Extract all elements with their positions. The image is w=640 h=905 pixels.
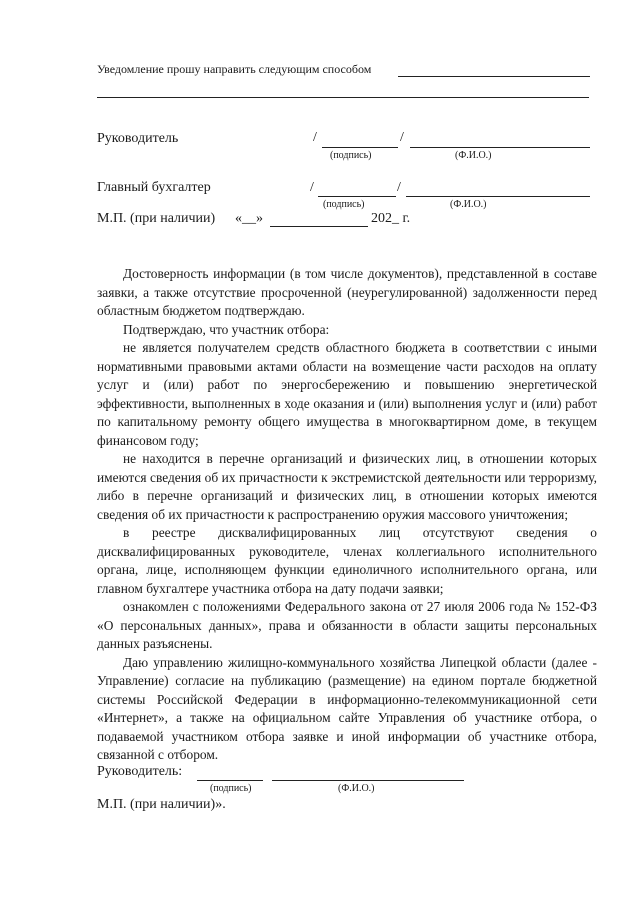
chief-accountant-title: Главный бухгалтер (97, 180, 211, 195)
director-title: Руководитель (97, 131, 179, 146)
director-name-caption: (Ф.И.О.) (455, 150, 492, 161)
reliability-paragraph: Достоверность информации (в том числе документов), представленной в составе заявки, а также отсутствие просроченной (неурегулированной) задолженности перед областным бюджетом подтверждаю. (97, 266, 597, 318)
accountant-separator-left: / (310, 180, 314, 195)
accountant-signature-field[interactable] (318, 196, 396, 197)
notification-method-field-continued[interactable] (97, 97, 589, 98)
publication-consent-paragraph: Даю управлению жилищно-коммунального хозяйства Липецкой области (далее - Управление) согласие на публикацию (размещение) на едином портале бюджетной системы Российской Федерации в информационно-телекоммуникационной сети «Интернет», а также на официальном сайте Управления об участнике отбора, о подаваемой участником отбора заявке и иной информации об участнике отбора, связанной с отбором. (97, 654, 597, 762)
stamp-label: М.П. (при наличии) (97, 211, 216, 226)
accountant-name-field[interactable] (406, 196, 590, 197)
final-name-caption: (Ф.И.О.) (338, 783, 375, 794)
personal-data-law-paragraph: ознакомлен с положениями Федерального закона от 27 июля 2006 года № 152-ФЗ «О персональных данных», права и обязанности в области защиты персональных данных разъяснены. (97, 599, 597, 651)
director-signature-field[interactable] (322, 147, 398, 148)
accountant-name-caption: (Ф.И.О.) (450, 199, 487, 210)
accountant-signature-caption: (подпись) (323, 199, 365, 210)
final-name-field[interactable] (272, 780, 464, 781)
notification-method-field[interactable] (398, 76, 590, 77)
date-day-field[interactable]: «__» (235, 211, 263, 226)
director-separator-mid: / (400, 130, 404, 145)
director-name-field[interactable] (410, 147, 590, 148)
confirm-intro-paragraph: Подтверждаю, что участник отбора: (123, 321, 330, 337)
no-disqualified-persons-paragraph: в реестре дисквалифицированных лиц отсутствуют сведения о дисквалифицированных руководителе, членах коллегиального исполнительного органа, лице, исполняющем функции единоличного исполнительного органа, или главном бухгалтере участника отбора на дату подачи заявки; (97, 525, 597, 596)
confirmation-text (97, 265, 597, 765)
director-separator-left: / (313, 130, 317, 145)
not-budget-recipient-paragraph: не является получателем средств областного бюджета в соответствии с иными нормативными правовыми актами области на возмещение части расходов на оплату услуг и (или) работ по энергосбережению и повышению энергетической эффективности, выполненных в ходе оказания и (или) выполнения услуг и (или) работ по капитальному ремонту общего имущества в многоквартирном доме, в текущем финансовом году; (97, 340, 597, 448)
notification-label: Уведомление прошу направить следующим способом (97, 62, 372, 76)
accountant-separator-mid: / (397, 180, 401, 195)
final-signature-caption: (подпись) (210, 783, 252, 794)
date-month-field[interactable] (270, 226, 368, 227)
final-signature-field[interactable] (197, 780, 263, 781)
director-signature-caption: (подпись) (330, 150, 372, 161)
not-in-extremism-list-paragraph: не находится в перечне организаций и физических лиц, в отношении которых имеются сведения об их причастности к экстремистской деятельности или терроризму, либо в перечне организаций и физических лиц, в отношении которых имеются сведения об их причастности к распространению оружия массового уничтожения; (97, 451, 597, 522)
final-director-title: Руководитель: (97, 764, 183, 779)
final-stamp-label: М.П. (при наличии)». (97, 797, 226, 812)
date-year: 202_ г. (371, 211, 411, 226)
